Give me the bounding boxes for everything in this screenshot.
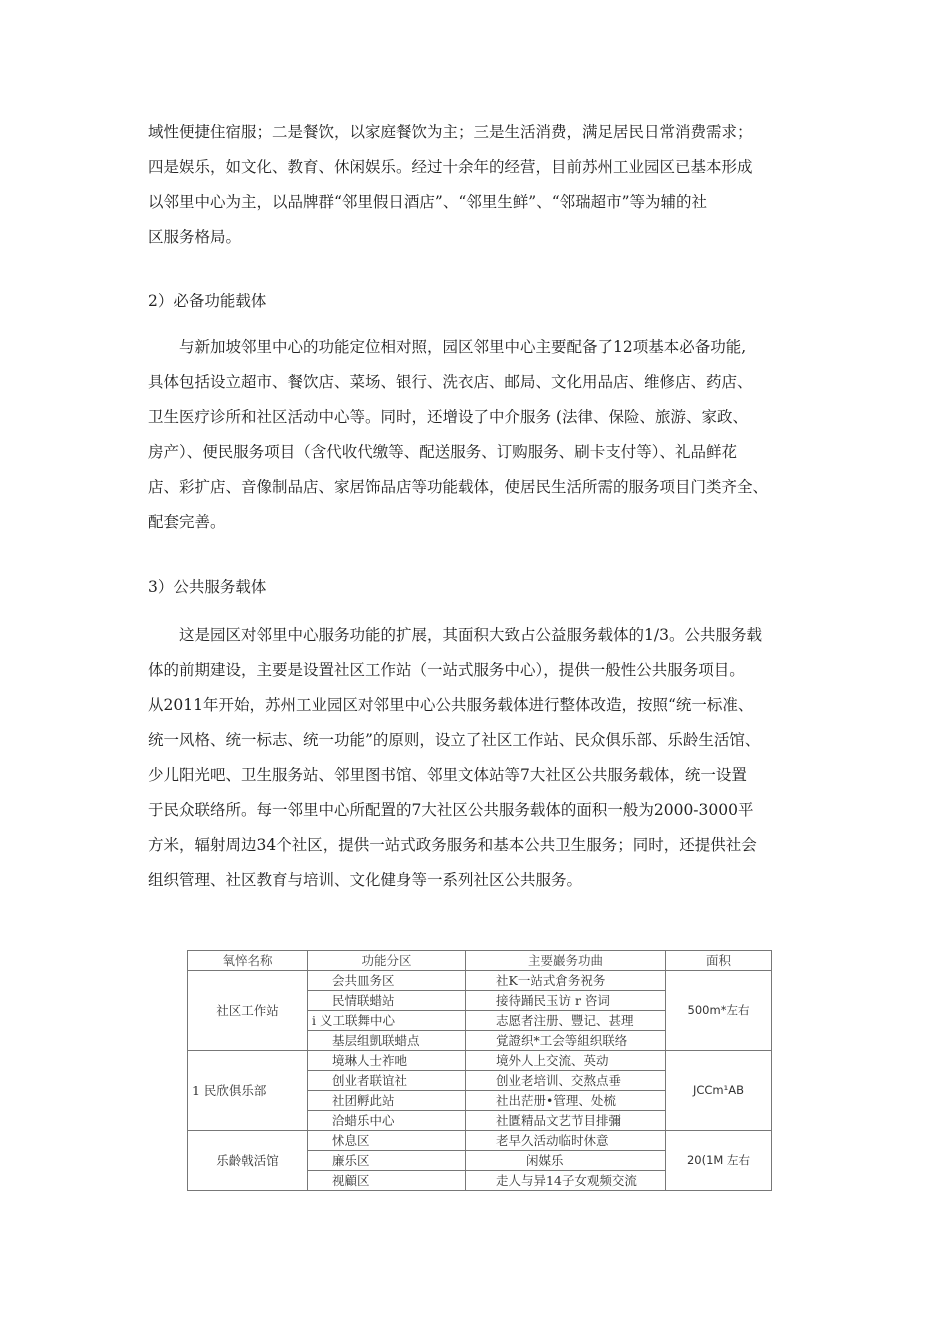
paragraph-essential-functions [148, 330, 828, 540]
function-cell: 老早久活动临时休意 [466, 1131, 666, 1151]
text-line: 店、彩扩店、音像制品店、家居饰品店等功能载体，使居民生活所需的服务项目门类齐全、 [148, 478, 769, 496]
text-line: 统一风格、统一标志、统一功能”的原则，设立了社区工作站、民众俱乐部、乐龄生活馆、 [148, 731, 761, 749]
zone-cell: i 义工联舞中心 [308, 1011, 466, 1031]
area-cell: 20(1M 左右 [666, 1131, 772, 1191]
table-row [188, 1051, 772, 1071]
column-header: 功能分区 [308, 951, 466, 971]
zone-cell: 创业者联谊社 [308, 1071, 466, 1091]
text-line: 组织管理、社区教育与培训、文化健身等一系列社区公共服务。 [148, 871, 583, 889]
zone-cell: 社团孵此站 [308, 1091, 466, 1111]
zone-cell: 基层组凱联蜡点 [308, 1031, 466, 1051]
column-header: 主要巖务功曲 [466, 951, 666, 971]
section-heading-essential-functions: 2）必备功能载体 [148, 292, 267, 310]
function-cell: 覚證织*工会等組织联络 [466, 1031, 666, 1051]
zone-cell: 会共皿务区 [308, 971, 466, 991]
column-header: 氧悴名称 [188, 951, 308, 971]
text-line: 于民众联络所。每一邻里中心所配置的7大社区公共服务载体的面积一般为2000-3000平 [148, 801, 754, 819]
paragraph-public-services [148, 618, 828, 898]
function-cell: 社出茫册•管理、处梳 [466, 1091, 666, 1111]
text-line: 与新加坡邻里中心的功能定位相对照，园区邻里中心主要配备了12项基本必备功能, [179, 338, 747, 356]
table-header-row [188, 951, 772, 971]
service-carrier-table [187, 950, 772, 1191]
text-line: 配套完善。 [148, 513, 226, 531]
zone-cell: 视顧区 [308, 1171, 466, 1191]
text-line: 方米，辐射周边34个社区，提供一站式政务服务和基本公共卫生服务；同时，还提供社会 [148, 836, 757, 854]
text-line: 具体包括设立超市、餐饮店、菜场、银行、洗衣店、邮局、文化用品店、维修店、药店、 [148, 373, 753, 391]
text-line: 卫生医疗诊所和社区活动中心等。同时，还增设了中介服务 (法律、保险、旅游、家政、 [148, 408, 748, 426]
text-line: 区服务格局。 [148, 228, 242, 246]
text-line: 少儿阳光吧、卫生服务站、邻里图书馆、邻里文体站等7大社区公共服务载体，统一设置 [148, 766, 747, 784]
zone-cell: 境琳人士祚吔 [308, 1051, 466, 1071]
zone-cell: 怵息区 [308, 1131, 466, 1151]
section-heading-public-services: 3）公共服务载体 [148, 578, 267, 596]
zone-cell: 洽蜡乐中心 [308, 1111, 466, 1131]
area-cell: JCCm¹AB [666, 1051, 772, 1131]
text-line: 域性便捷住宿服；二是餐饮，以家庭餐饮为主；三是生活消费，满足居民日常消费需求； [148, 123, 753, 141]
table-row [188, 971, 772, 991]
text-line: 这是园区对邻里中心服务功能的扩展，其面积大致占公益服务载体的1/3。公共服务载 [179, 626, 762, 644]
column-header: 面积 [666, 951, 772, 971]
zone-cell: 廉乐区 [308, 1151, 466, 1171]
carrier-name-cell: 社区工作站 [188, 971, 308, 1051]
function-cell: 接待踊民玉访 r 咨词 [466, 991, 666, 1011]
text-line: 从2011年开始，苏州工业园区对邻里中心公共服务载体进行整体改造，按照“统一标准、 [148, 696, 754, 714]
function-cell: 社匱精品文艺节目排彌 [466, 1111, 666, 1131]
function-cell: 境外人上交流、英动 [466, 1051, 666, 1071]
paragraph-intro-services [148, 115, 828, 255]
area-cell: 500m*左右 [666, 971, 772, 1051]
function-cell: 创业老培训、交熬点垂 [466, 1071, 666, 1091]
function-cell: 社K一站式倉务祝务 [466, 971, 666, 991]
carrier-name-cell: 乐齡戟活馆 [188, 1131, 308, 1191]
function-cell: 志愿者注册、豐记、甚理 [466, 1011, 666, 1031]
text-line: 以邻里中心为主，以品牌群“邻里假日酒店”、“邻里生鲜”、“邻瑞超市”等为辅的社 [148, 193, 708, 211]
text-line: 体的前期建设，主要是设置社区工作站（一站式服务中心），提供一般性公共服务项目。 [148, 661, 745, 679]
table-row [188, 1131, 772, 1151]
function-cell: 闲媒乐 [466, 1151, 666, 1171]
carrier-name-cell: 1 民欣俱乐部 [188, 1051, 308, 1131]
zone-cell: 民情联蜡站 [308, 991, 466, 1011]
text-line: 房产）、便民服务项目（含代收代缴等、配送服务、订购服务、刷卡支付等）、礼品鲜花 [148, 443, 738, 461]
function-cell: 走人与异14子女观频交流 [466, 1171, 666, 1191]
page-bottom-clip [180, 1199, 780, 1239]
text-line: 四是娱乐，如文化、教育、休闲娱乐。经过十余年的经营，目前苏州工业园区已基本形成 [148, 158, 753, 176]
